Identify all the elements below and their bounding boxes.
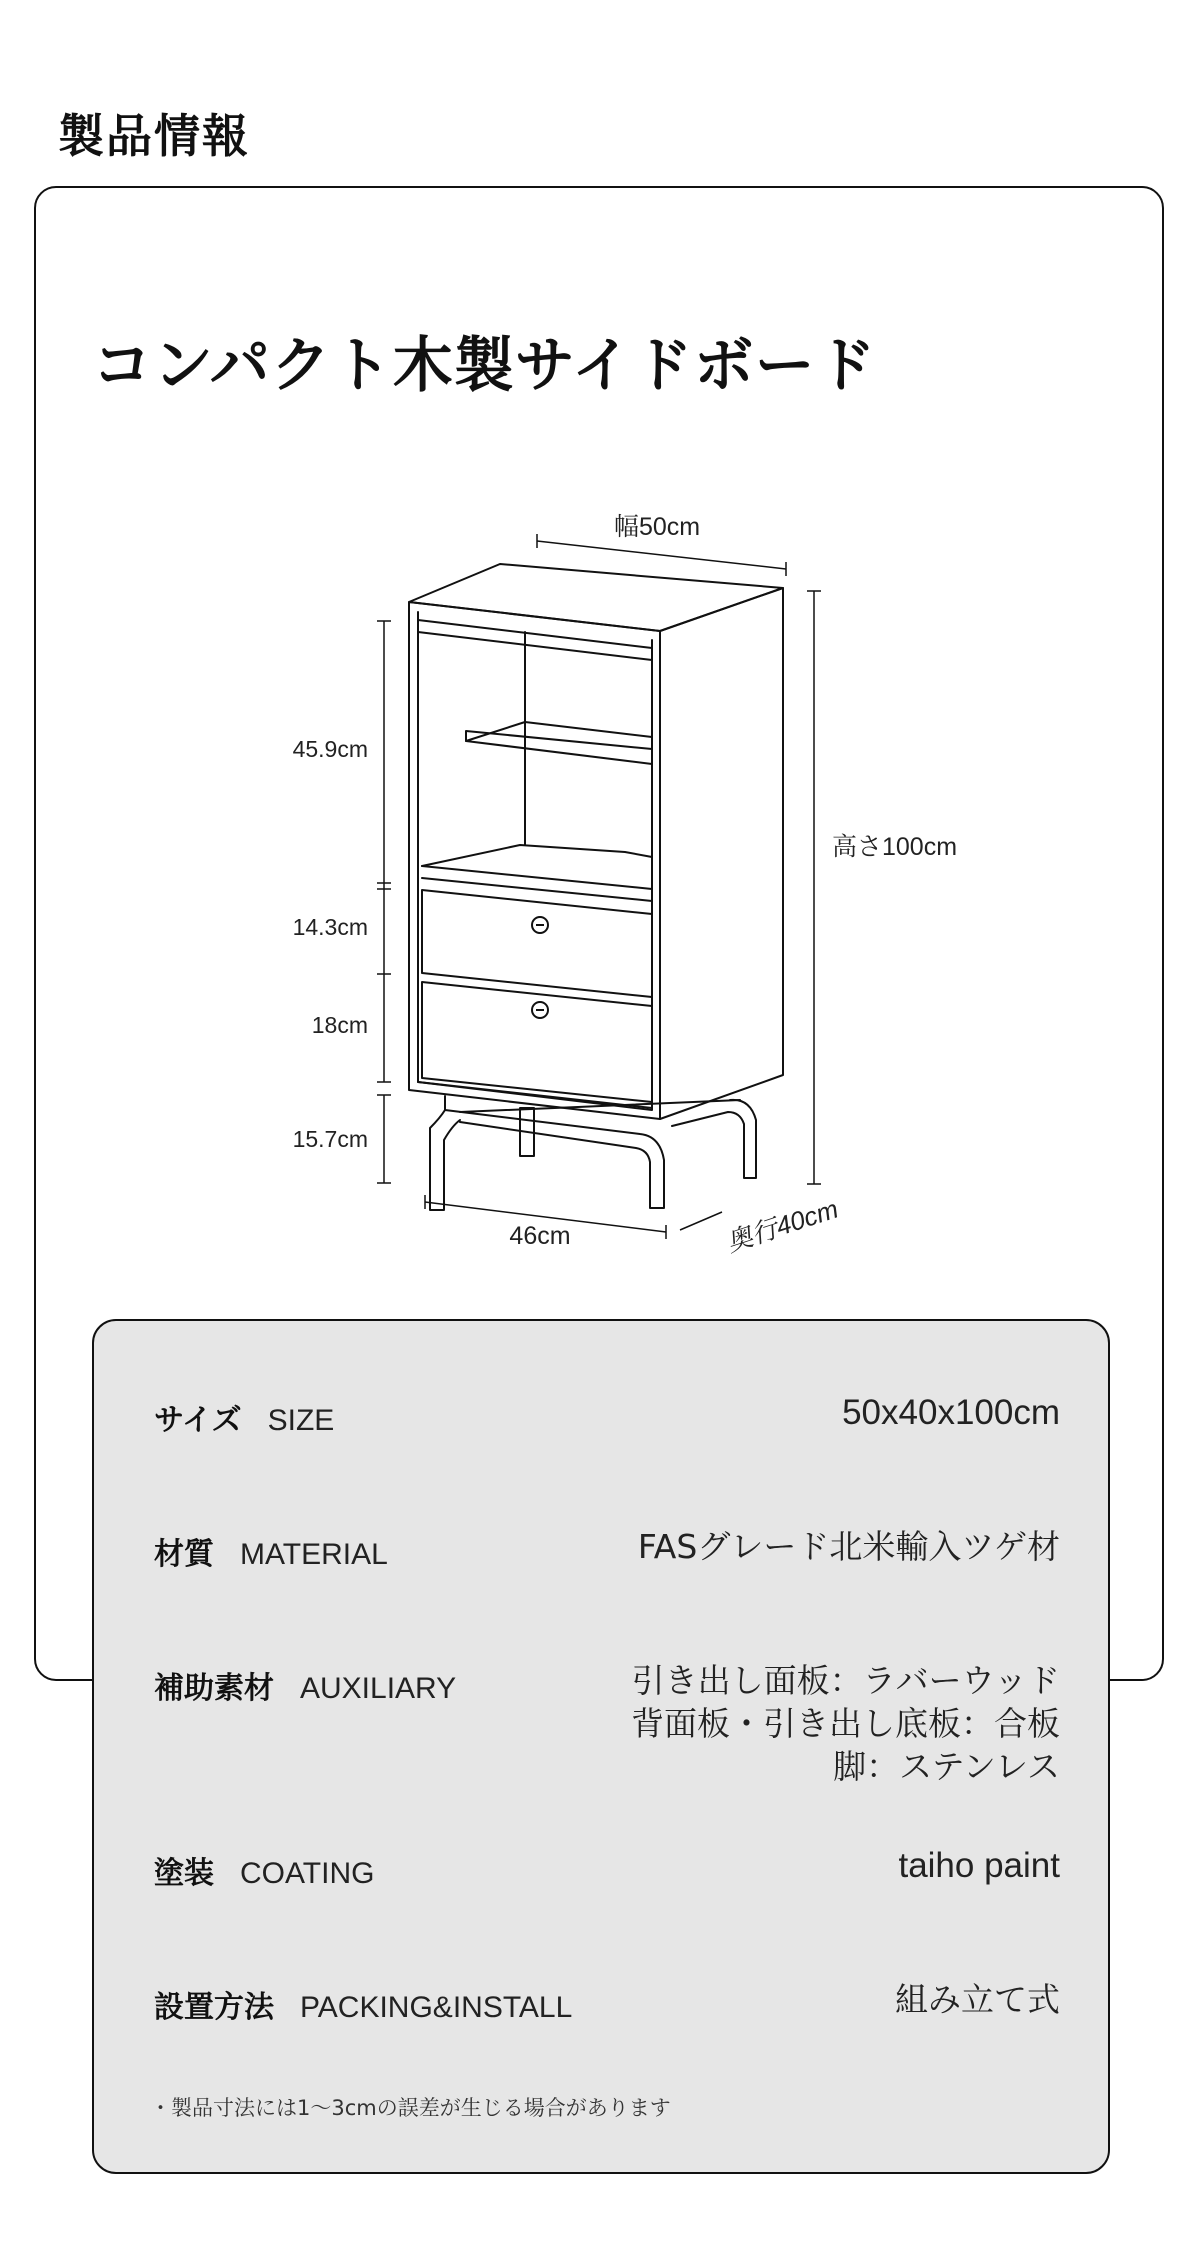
height-label: 高さ100cm — [832, 833, 958, 861]
spec-label-jp: 補助素材 — [154, 1671, 274, 1706]
spec-label-jp: サイズ — [154, 1403, 242, 1438]
drawer-bottom — [422, 982, 652, 1102]
spec-label-en: SIZE — [267, 1404, 335, 1437]
spec-label-en: MATERIAL — [240, 1538, 388, 1571]
spec-value: 組み立て式 — [895, 1980, 1060, 2019]
spec-label-jp: 設置方法 — [154, 1990, 274, 2025]
spec-label-jp: 塗装 — [154, 1856, 214, 1891]
spec-value-line: 脚：ステンレス — [833, 1747, 1060, 1786]
spec-table — [92, 1319, 1110, 2174]
spec-label-jp: 材質 — [154, 1537, 214, 1572]
spec-label-en: AUXILIARY — [300, 1672, 457, 1705]
spec-value: taiho paint — [898, 1846, 1060, 1885]
spec-label-en: PACKING&INSTALL — [300, 1991, 573, 2024]
spec-label-en: COATING — [240, 1857, 375, 1890]
leg-label: 15.7cm — [292, 1126, 368, 1152]
tolerance-note: ・製品寸法には1〜3cmの誤差が生じる場合があります — [150, 2096, 671, 2120]
cabinet-top — [409, 564, 783, 631]
leg-front-left — [430, 1096, 460, 1210]
cabinet-side — [660, 588, 783, 1119]
section-title: 製品情報 — [58, 109, 250, 163]
spec-value: FASグレード北米輸入ツゲ材 — [637, 1527, 1060, 1566]
spec-value-line: 引き出し面板：ラバーウッド — [631, 1661, 1060, 1700]
leg-right — [672, 1100, 756, 1178]
upper-open-label: 45.9cm — [292, 736, 368, 762]
spec-value-line: 背面板・引き出し底板：合板 — [631, 1704, 1060, 1743]
bottom-width-label: 46cm — [509, 1222, 571, 1250]
leg-frame — [445, 1110, 664, 1208]
drawer-top — [422, 890, 652, 997]
width-label: 幅50cm — [614, 513, 701, 541]
product-name: コンパクト木製サイドボード — [92, 331, 877, 401]
spec-value-multiline — [631, 1659, 1060, 1788]
spec-value: 50x40x100cm — [842, 1393, 1060, 1432]
depth-label: 奥行40cm — [722, 1193, 842, 1258]
drawer-bottom-label: 18cm — [311, 1012, 368, 1038]
drawer-top-label: 14.3cm — [292, 914, 368, 940]
